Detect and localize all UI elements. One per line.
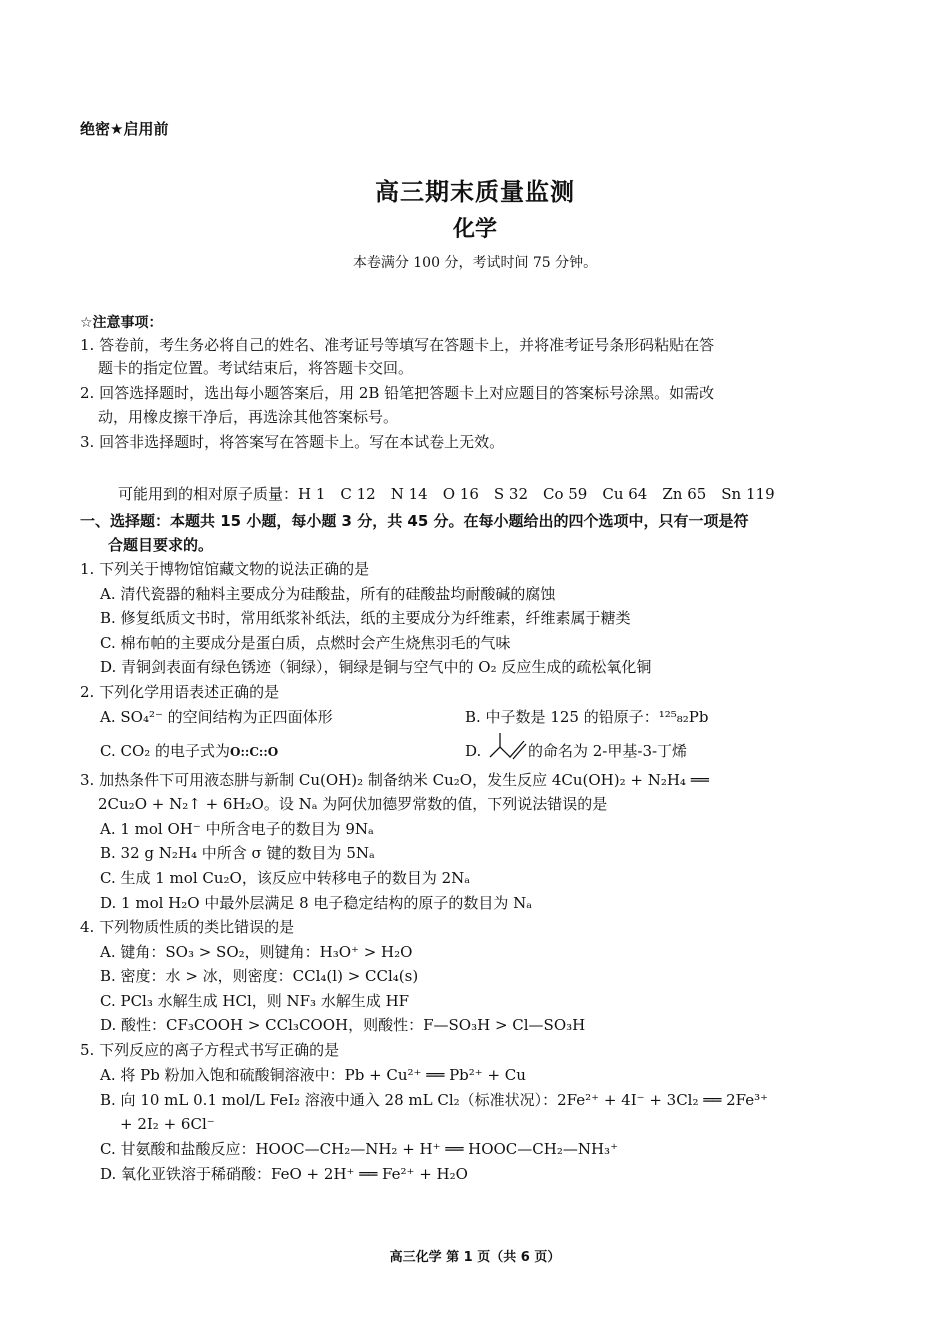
q2-stem: 2. 下列化学用语表述正确的是	[80, 683, 280, 701]
q3-option-d: D. 1 mol H₂O 中最外层满足 8 电子稳定结构的原子的数目为 Nₐ	[100, 894, 533, 912]
exam-subject: 化学	[452, 217, 497, 242]
section-heading-cont: 合题目要求的。	[108, 536, 214, 554]
q1-option-a: A. 清代瓷器的釉料主要成分为硅酸盐，所有的硅酸盐均耐酸碱的腐蚀	[100, 585, 556, 603]
notice-item-1-cont: 题卡的指定位置。考试结束后，将答题卡交回。	[98, 359, 414, 377]
notice-heading: ☆注意事项：	[80, 315, 163, 331]
q3-stem-cont: 2Cu₂O + N₂↑ + 6H₂O。设 Nₐ 为阿伏加德罗常数的值，下列说法错误的是	[98, 795, 608, 813]
exam-title: 高三期末质量监测	[375, 178, 575, 206]
notice-item-2: 2. 回答选择题时，选出每小题答案后，用 2B 铅笔把答题卡上对应题目的答案标号涂黑。如需改	[80, 384, 715, 402]
q1-option-b: B. 修复纸质文书时，常用纸浆补纸法，纸的主要成分为纤维素，纤维素属于糖类	[100, 609, 631, 627]
q3-option-a: A. 1 mol OH⁻ 中所含电子的数目为 9Nₐ	[100, 820, 374, 838]
confidential-label: 绝密★启用前	[80, 120, 169, 138]
q1-option-d: D. 青铜剑表面有绿色锈迹（铜绿），铜绿是铜与空气中的 O₂ 反应生成的疏松氧化铜	[100, 658, 652, 676]
q5-option-b-cont: + 2I₂ + 6Cl⁻	[120, 1115, 215, 1133]
q4-option-a: A. 键角：SO₃ > SO₂，则键角：H₃O⁺ > H₂O	[100, 943, 413, 961]
q2-option-c-text: C. CO₂ 的电子式为	[100, 742, 231, 760]
q2-option-d-text: 的命名为 2-甲基-3-丁烯	[528, 742, 688, 760]
q3-option-b: B. 32 g N₂H₄ 中所含 σ 键的数目为 5Nₐ	[100, 844, 375, 862]
q2-option-d-label: D.	[465, 742, 482, 760]
section-heading: 一、选择题：本题共 15 小题，每小题 3 分，共 45 分。在每小题给出的四个选项中，只有一项是符	[80, 512, 749, 530]
q5-option-c: C. 甘氨酸和盐酸反应：HOOC—CH₂—NH₂ + H⁺ ══ HOOC—CH₂—NH₃⁺	[100, 1140, 618, 1158]
q2-option-d	[465, 740, 481, 762]
notice-item-2-cont: 动，用橡皮擦干净后，再选涂其他答案标号。	[98, 408, 399, 426]
q5-option-d: D. 氧化亚铁溶于稀硝酸：FeO + 2H⁺ ══ Fe²⁺ + H₂O	[100, 1165, 468, 1183]
q5-stem: 5. 下列反应的离子方程式书写正确的是	[80, 1041, 340, 1059]
q2-option-c	[100, 740, 278, 763]
q5-option-a: A. 将 Pb 粉加入饱和硫酸铜溶液中：Pb + Cu²⁺ ══ Pb²⁺ + Cu	[100, 1066, 526, 1084]
notice-item-1: 1. 答卷前，考生务必将自己的姓名、准考证号等填写在答题卡上，并将准考证号条形码粘贴在答	[80, 336, 715, 354]
q5-option-b: B. 向 10 mL 0.1 mol/L FeI₂ 溶液中通入 28 mL Cl₂（标准状况）：2Fe²⁺ + 4I⁻ + 3Cl₂ ══ 2Fe³⁺	[100, 1091, 769, 1109]
atomic-mass-line: 可能用到的相对原子质量：H 1 C 12 N 14 O 16 S 32 Co 59 Cu 64 Zn 65 Sn 119	[118, 485, 775, 503]
q3-stem: 3. 加热条件下可用液态肼与新制 Cu(OH)₂ 制备纳米 Cu₂O，发生反应 4Cu(OH)₂ + N₂H₄ ══	[80, 771, 709, 789]
q1-stem: 1. 下列关于博物馆馆藏文物的说法正确的是	[80, 560, 370, 578]
q4-option-d: D. 酸性：CF₃COOH > CCl₃COOH，则酸性：F—SO₃H > Cl—SO₃H	[100, 1016, 586, 1034]
q4-stem: 4. 下列物质性质的类比错误的是	[80, 918, 295, 936]
q2-option-b: B. 中子数是 125 的铅原子：¹²⁵₈₂Pb	[465, 708, 709, 726]
exam-meta: 本卷满分 100 分，考试时间 75 分钟。	[352, 255, 598, 271]
q3-option-c: C. 生成 1 mol Cu₂O，该反应中转移电子的数目为 2Nₐ	[100, 869, 471, 887]
skeletal-formula-icon	[488, 727, 528, 761]
co2-electron-formula: O::C::O	[230, 745, 279, 759]
q2-option-a: A. SO₄²⁻ 的空间结构为正四面体形	[100, 708, 333, 726]
q1-option-c: C. 棉布帕的主要成分是蛋白质，点燃时会产生烧焦羽毛的气味	[100, 634, 511, 652]
q4-option-c: C. PCl₃ 水解生成 HCl，则 NF₃ 水解生成 HF	[100, 992, 410, 1010]
notice-item-3: 3. 回答非选择题时，将答案写在答题卡上。写在本试卷上无效。	[80, 433, 505, 451]
q4-option-b: B. 密度：水 > 冰，则密度：CCl₄(l) > CCl₄(s)	[100, 967, 419, 985]
page-footer: 高三化学 第 1 页（共 6 页）	[389, 1250, 561, 1265]
